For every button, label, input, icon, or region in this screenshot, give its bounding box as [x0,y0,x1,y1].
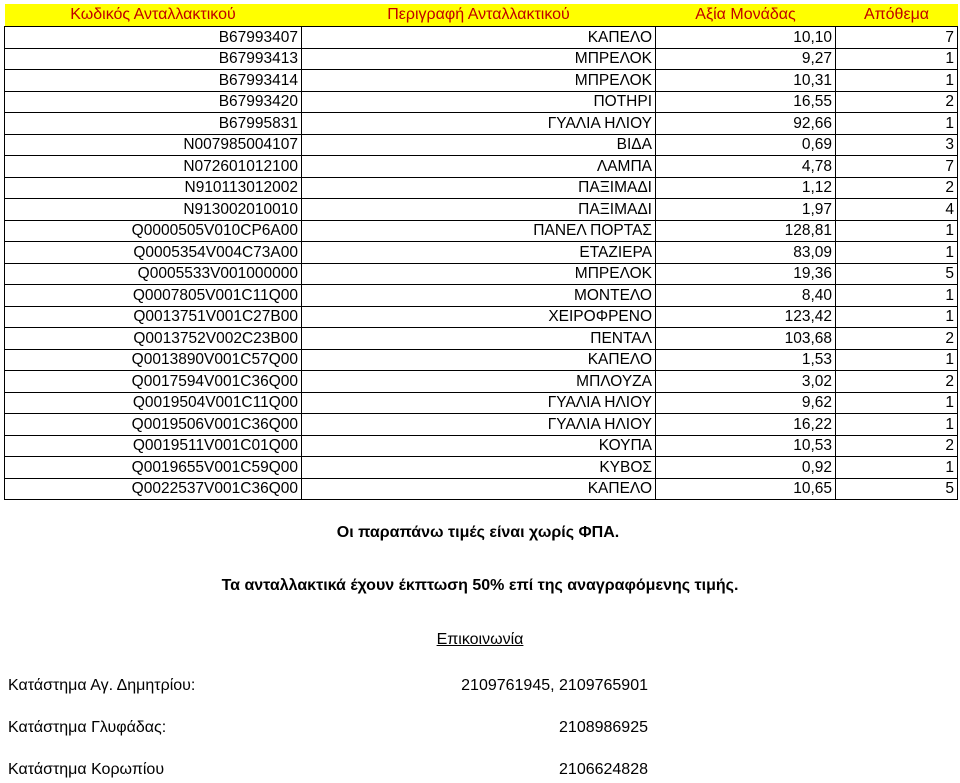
unit-price-cell: 1,53 [656,349,836,371]
part-code-cell: B67993414 [5,70,302,92]
table-row [5,113,958,135]
part-description-cell: ΕΤΑΖΙΕΡΑ [302,242,656,264]
header-unit-price: Αξία Μονάδας [656,4,836,27]
part-code-cell: Q0000505V010CP6A00 [5,220,302,242]
table-row [5,478,958,500]
stock-cell: 2 [836,91,958,113]
part-description-cell: ΠΕΝΤΑΛ [302,328,656,350]
store-name: Κατάστημα Αγ. Δημητρίου: [8,677,196,694]
stock-cell: 7 [836,27,958,49]
part-description-cell: ΚΑΠΕΛΟ [302,478,656,500]
stock-cell: 2 [836,177,958,199]
table-header [5,4,958,27]
unit-price-cell: 10,31 [656,70,836,92]
stock-cell: 5 [836,478,958,500]
part-description-cell: ΜΠΡΕΛΟΚ [302,48,656,70]
part-code-cell: Q0005533V001000000 [5,263,302,285]
store-name: Κατάστημα Γλυφάδας: [8,719,167,736]
table-row [5,134,958,156]
table-row [5,349,958,371]
part-description-cell: ΠΟΤΗΡΙ [302,91,656,113]
stock-cell: 3 [836,134,958,156]
part-description-cell: ΚΥΒΟΣ [302,457,656,479]
store-phone: 2109761945, 2109765901 [461,677,648,694]
header-row [5,4,958,27]
stock-cell: 4 [836,199,958,221]
unit-price-cell: 10,10 [656,27,836,49]
part-code-cell: Q0022537V001C36Q00 [5,478,302,500]
part-code-cell: B67993407 [5,27,302,49]
part-description-cell: ΓΥΑΛΙΑ ΗΛΙΟΥ [302,414,656,436]
part-code-cell: Q0019655V001C59Q00 [5,457,302,479]
part-description-cell: ΜΠΡΕΛΟΚ [302,70,656,92]
stock-cell: 1 [836,349,958,371]
part-description-cell: ΜΠΛΟΥΖΑ [302,371,656,393]
unit-price-cell: 0,92 [656,457,836,479]
unit-price-cell: 9,27 [656,48,836,70]
vat-note: Οι παραπάνω τιμές είναι χωρίς ΦΠΑ. [336,524,620,541]
stock-cell: 1 [836,48,958,70]
header-part-description: Περιγραφή Ανταλλακτικού [302,4,656,27]
table-row [5,242,958,264]
table-row [5,91,958,113]
unit-price-cell: 16,22 [656,414,836,436]
stock-cell: 1 [836,392,958,414]
table-row [5,177,958,199]
part-code-cell: Q0013752V002C23B00 [5,328,302,350]
part-code-cell: Q0005354V004C73A00 [5,242,302,264]
unit-price-cell: 4,78 [656,156,836,178]
part-description-cell: ΓΥΑΛΙΑ ΗΛΙΟΥ [302,392,656,414]
stock-cell: 1 [836,113,958,135]
part-code-cell: Q0019506V001C36Q00 [5,414,302,436]
unit-price-cell: 8,40 [656,285,836,307]
header-part-code: Κωδικός Ανταλλακτικού [5,4,302,27]
table-row [5,414,958,436]
part-description-cell: ΛΑΜΠΑ [302,156,656,178]
part-code-cell: Q0019504V001C11Q00 [5,392,302,414]
part-description-cell: ΜΠΡΕΛΟΚ [302,263,656,285]
stock-cell: 2 [836,435,958,457]
stock-cell: 7 [836,156,958,178]
part-code-cell: N910113012002 [5,177,302,199]
stock-cell: 1 [836,70,958,92]
part-code-cell: N913002010010 [5,199,302,221]
part-description-cell: ΠΑΝΕΛ ΠΟΡΤΑΣ [302,220,656,242]
unit-price-cell: 3,02 [656,371,836,393]
stock-cell: 5 [836,263,958,285]
store-phone: 2106624828 [559,761,648,778]
unit-price-cell: 123,42 [656,306,836,328]
stock-cell: 1 [836,242,958,264]
parts-table [4,4,958,500]
part-code-cell: B67993413 [5,48,302,70]
part-code-cell: Q0019511V001C01Q00 [5,435,302,457]
table-row [5,392,958,414]
header-stock: Απόθεμα [836,4,958,27]
stock-cell: 2 [836,371,958,393]
part-description-cell: ΜΟΝΤΕΛΟ [302,285,656,307]
store-name: Κατάστημα Κορωπίου [8,761,165,778]
table-body [5,27,958,500]
unit-price-cell: 9,62 [656,392,836,414]
store-phone: 2108986925 [559,719,648,736]
table-row [5,371,958,393]
part-description-cell: ΚΑΠΕΛΟ [302,349,656,371]
unit-price-cell: 128,81 [656,220,836,242]
unit-price-cell: 10,65 [656,478,836,500]
table-row [5,27,958,49]
unit-price-cell: 1,97 [656,199,836,221]
table-row [5,199,958,221]
store-glyfada [8,719,648,741]
store-agios-dimitrios [8,677,648,699]
discount-note: Τα ανταλλακτικά έχουν έκπτωση 50% επί της αναγραφόμενης τιμής. [221,577,739,594]
contact-heading: Επικοινωνία [436,631,524,648]
part-code-cell: Q0007805V001C11Q00 [5,285,302,307]
part-description-cell: ΠΑΞΙΜΑΔΙ [302,177,656,199]
part-code-cell: Q0013890V001C57Q00 [5,349,302,371]
table-row [5,457,958,479]
part-description-cell: ΚΟΥΠΑ [302,435,656,457]
unit-price-cell: 19,36 [656,263,836,285]
stock-cell: 1 [836,414,958,436]
unit-price-cell: 103,68 [656,328,836,350]
unit-price-cell: 92,66 [656,113,836,135]
table-row [5,156,958,178]
part-description-cell: ΧΕΙΡΟΦΡΕΝΟ [302,306,656,328]
part-code-cell: N007985004107 [5,134,302,156]
unit-price-cell: 83,09 [656,242,836,264]
unit-price-cell: 0,69 [656,134,836,156]
part-code-cell: Q0017594V001C36Q00 [5,371,302,393]
stock-cell: 1 [836,306,958,328]
part-description-cell: ΒΙΔΑ [302,134,656,156]
part-code-cell: B67995831 [5,113,302,135]
table-row [5,435,958,457]
part-code-cell: Q0013751V001C27B00 [5,306,302,328]
stock-cell: 1 [836,220,958,242]
table-row [5,263,958,285]
stock-cell: 2 [836,328,958,350]
unit-price-cell: 10,53 [656,435,836,457]
table-row [5,328,958,350]
table-row [5,220,958,242]
part-description-cell: ΓΥΑΛΙΑ ΗΛΙΟΥ [302,113,656,135]
part-code-cell: B67993420 [5,91,302,113]
table-row [5,306,958,328]
stock-cell: 1 [836,457,958,479]
table-row [5,285,958,307]
table-row [5,48,958,70]
table-row [5,70,958,92]
unit-price-cell: 16,55 [656,91,836,113]
part-description-cell: ΠΑΞΙΜΑΔΙ [302,199,656,221]
part-code-cell: N072601012100 [5,156,302,178]
stock-cell: 1 [836,285,958,307]
unit-price-cell: 1,12 [656,177,836,199]
part-description-cell: ΚΑΠΕΛΟ [302,27,656,49]
